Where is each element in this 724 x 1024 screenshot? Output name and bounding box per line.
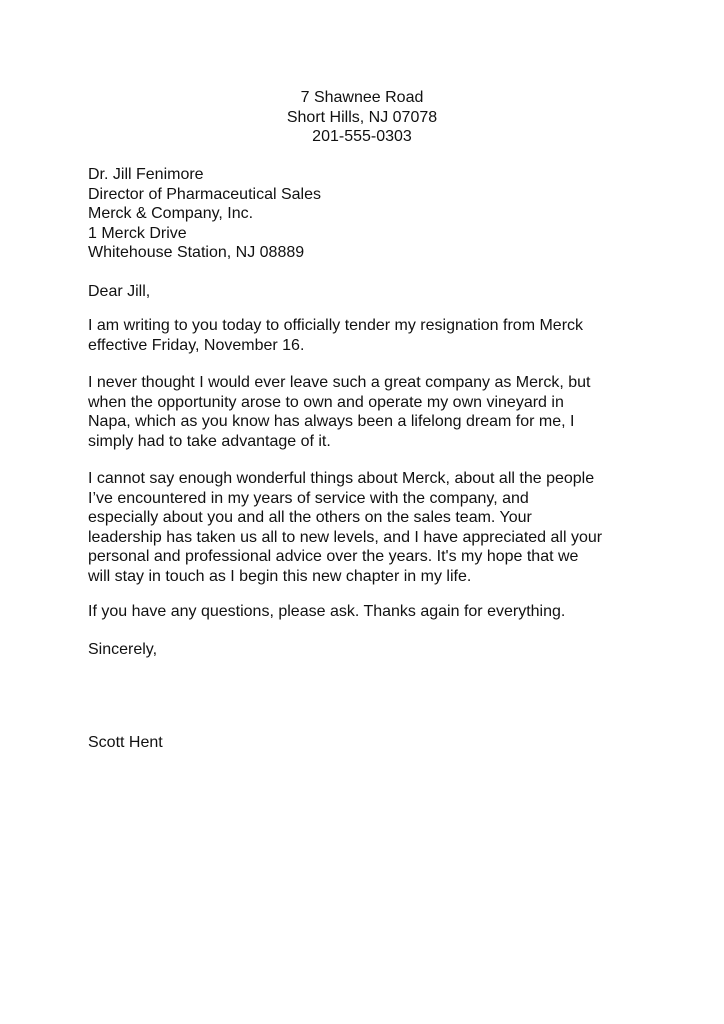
recipient-address	[88, 165, 321, 263]
paragraph-appreciation	[88, 469, 648, 586]
paragraph-line: will stay in touch as I begin this new chapter in my life.	[88, 567, 472, 585]
paragraph-line: leadership has taken us all to new levels, and I have appreciated all your	[88, 528, 603, 546]
paragraph-line: If you have any questions, please ask. Thanks again for everything.	[88, 603, 566, 620]
sender-city-state-zip: Short Hills, NJ 07078	[286, 108, 438, 126]
paragraph-line: when the opportunity arose to own and operate my own vineyard in	[88, 393, 564, 411]
paragraph-line: Napa, which as you know has always been a lifelong dream for me, I	[88, 413, 575, 430]
paragraph-reason	[88, 373, 648, 451]
recipient-title: Director of Pharmaceutical Sales	[88, 185, 321, 203]
paragraph-resignation	[88, 316, 648, 355]
paragraph-line: especially about you and all the others on the sales team. Your	[88, 509, 532, 526]
sender-street: 7 Shawnee Road	[300, 89, 424, 106]
paragraph-questions	[88, 602, 648, 622]
sender-phone: 201-555-0303	[312, 128, 412, 145]
recipient-city-state-zip: Whitehouse Station, NJ 08889	[88, 244, 305, 261]
recipient-street: 1 Merck Drive	[88, 224, 187, 242]
salutation: Dear Jill,	[88, 283, 151, 300]
recipient-name: Dr. Jill Fenimore	[88, 166, 204, 183]
sender-address	[0, 88, 724, 147]
paragraph-line: effective Friday, November 16.	[88, 336, 305, 354]
paragraph-line: I never thought I would ever leave such a great company as Merck, but	[88, 374, 591, 391]
paragraph-line: I cannot say enough wonderful things about Merck, about all the people	[88, 470, 595, 487]
paragraph-line: I am writing to you today to officially tender my resignation from Merck	[88, 317, 584, 334]
signature-name: Scott Hent	[88, 734, 163, 751]
paragraph-line: personal and professional advice over the years. It's my hope that we	[88, 548, 579, 565]
recipient-company: Merck & Company, Inc.	[88, 205, 254, 222]
paragraph-line: simply had to take advantage of it.	[88, 432, 331, 450]
paragraph-line: I’ve encountered in my years of service with the company, and	[88, 489, 529, 507]
closing: Sincerely,	[88, 641, 158, 658]
